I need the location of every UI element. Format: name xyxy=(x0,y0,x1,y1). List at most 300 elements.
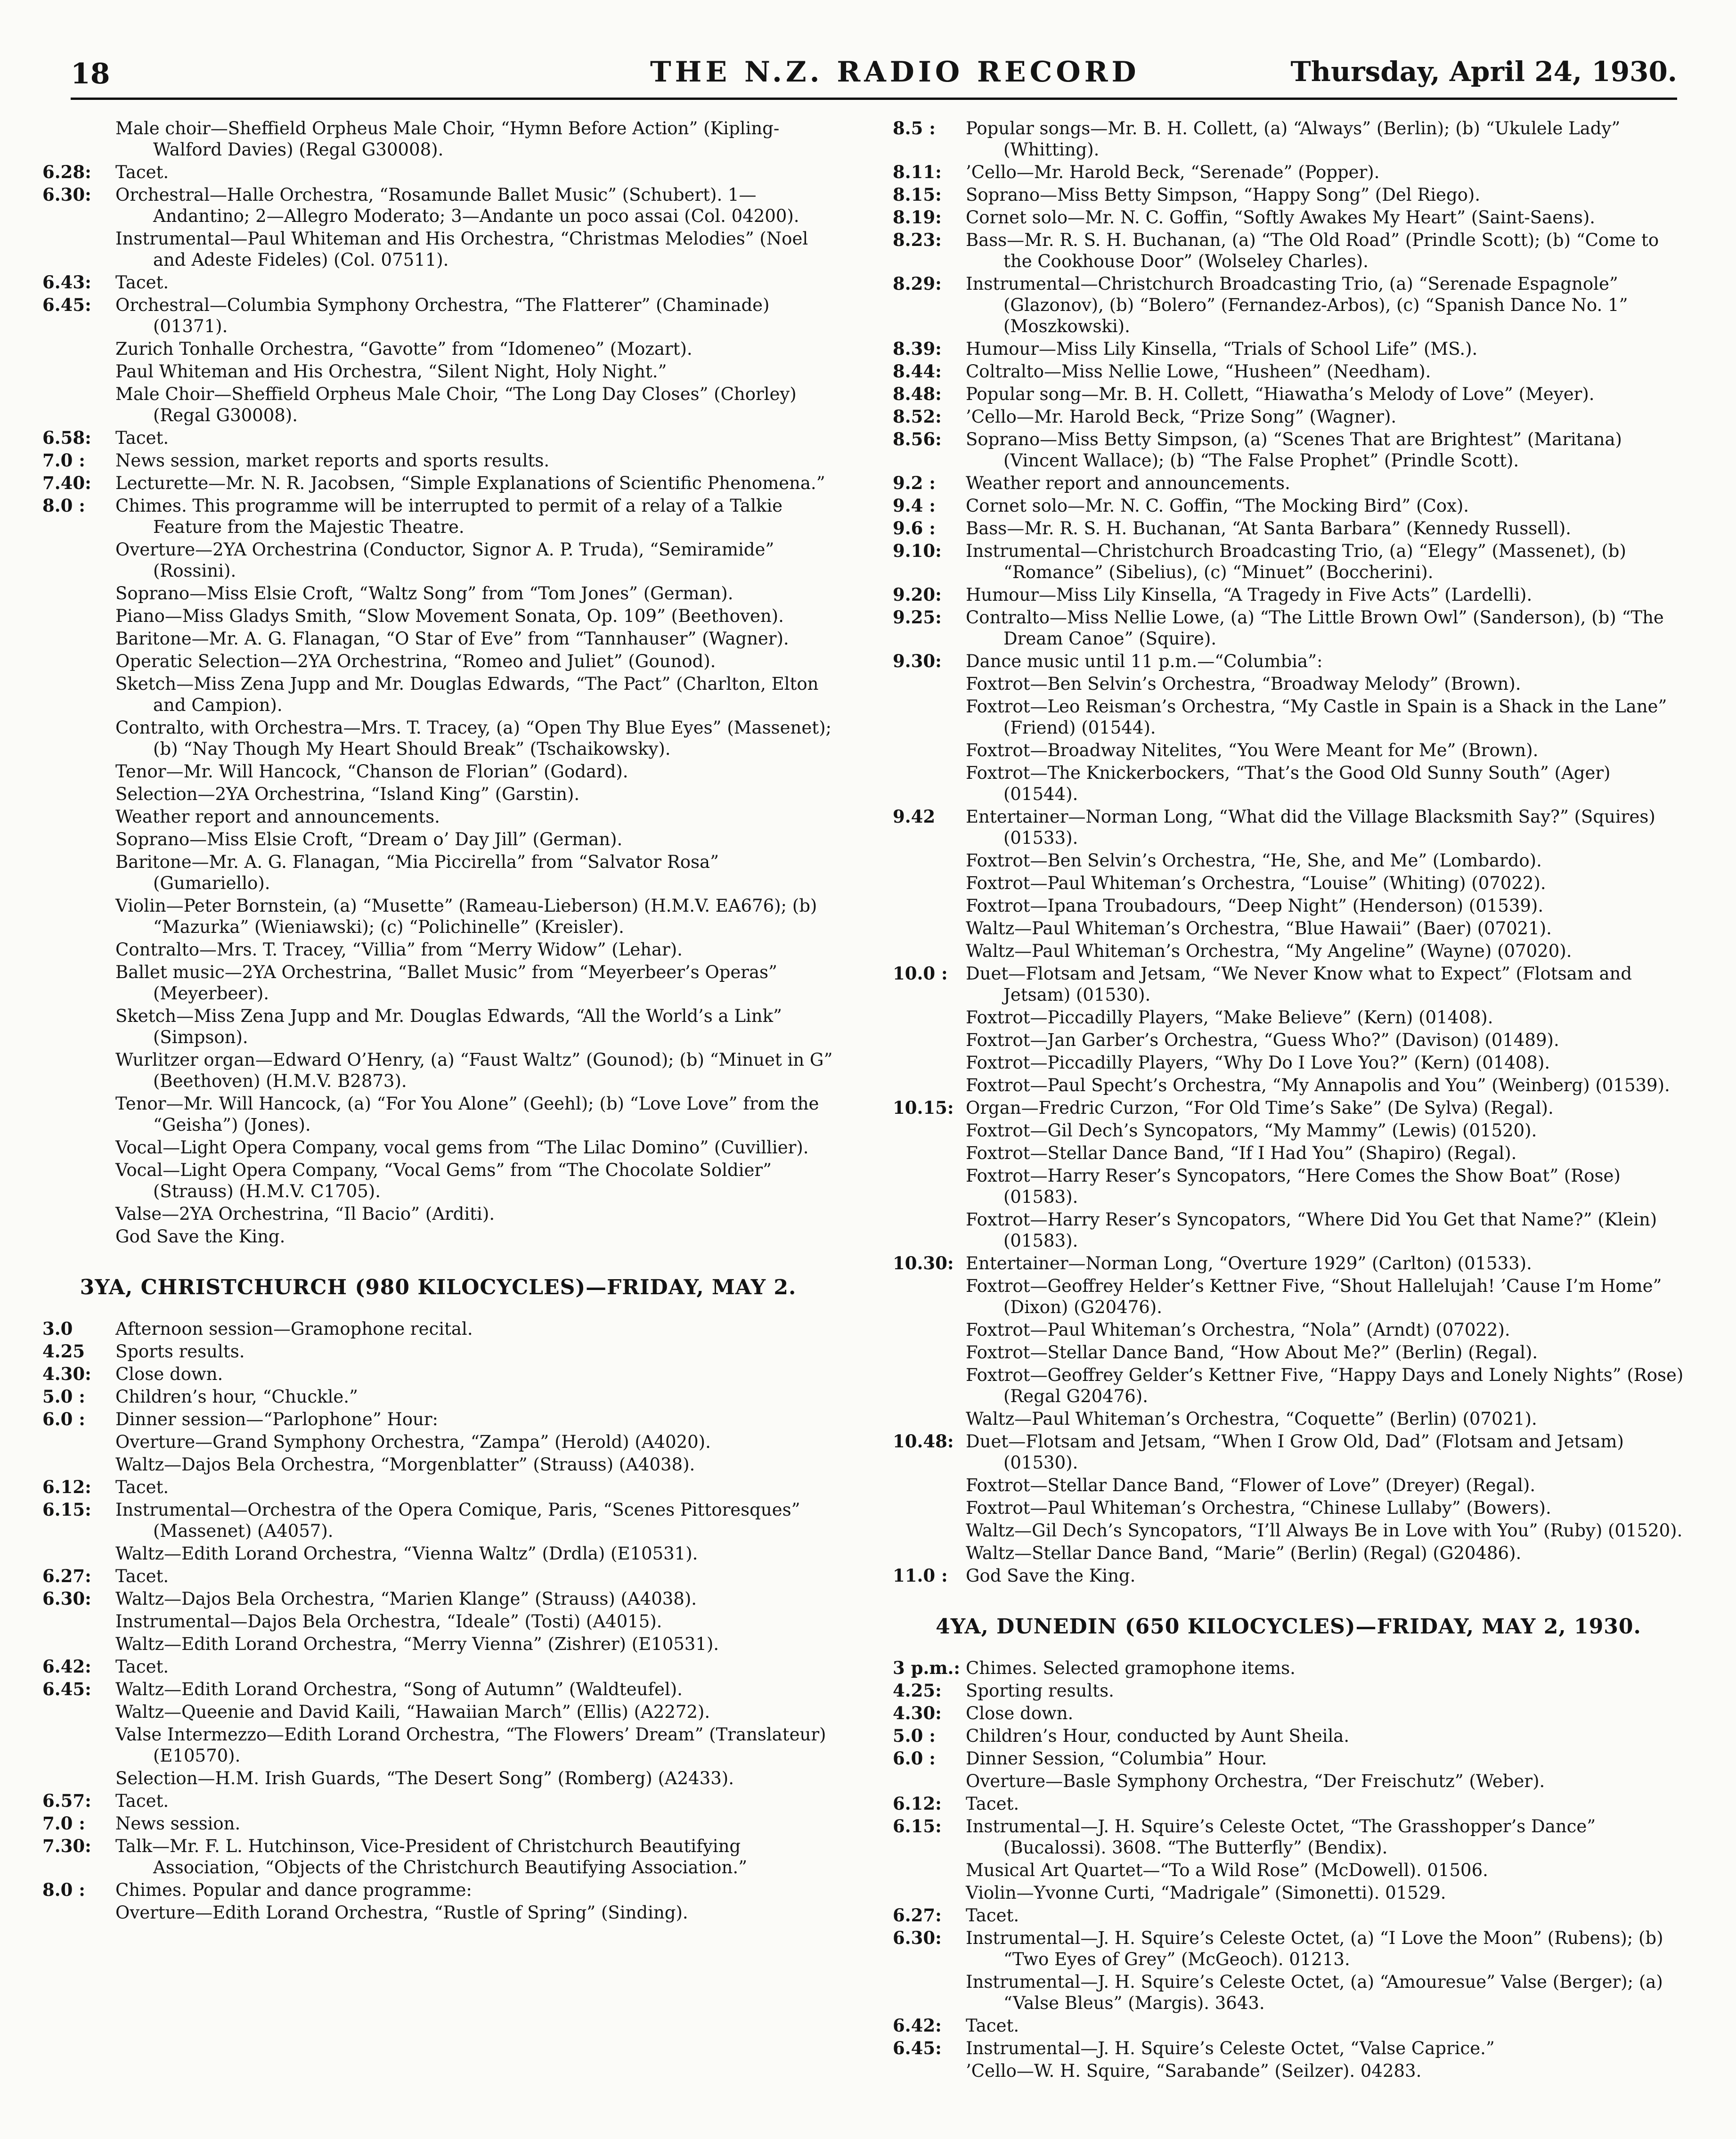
entry-text: Close down. xyxy=(966,1703,1074,1723)
entry-text: Violin—Peter Bornstein, (a) “Musette” (Rameau-Lieberson) (H.M.V. EA676); (b) “Mazurka” (Wieniawski); (c) “Polichinelle” (Kreisler). xyxy=(115,896,817,937)
entry-text: Valse—2YA Orchestrina, “Il Bacio” (Arditi). xyxy=(115,1204,495,1224)
entry-text: Contralto, with Orchestra—Mrs. T. Tracey, (a) “Open Thy Blue Eyes” (Massenet); (b) “Nay Though My Heart Should Break” (Tschaikowsky). xyxy=(115,718,831,759)
programme-entry xyxy=(42,761,834,782)
entry-text: Sketch—Miss Zena Jupp and Mr. Douglas Edwards, “The Pact” (Charlton, Elton and Campion). xyxy=(115,674,819,715)
entry-time: 9.30: xyxy=(893,651,942,671)
entry-text: Violin—Yvonne Curti, “Madrigale” (Simonetti). 01529. xyxy=(966,1883,1446,1903)
entry-time: 6.27: xyxy=(893,1905,942,1926)
entry-text: Musical Art Quartet—“To a Wild Rose” (McDowell). 01506. xyxy=(966,1860,1488,1880)
entry-text: Instrumental—J. H. Squire’s Celeste Octet, (a) “Amouresue” Valse (Berger); (a) “Valse Bleus” (Margis). 3643. xyxy=(966,1972,1663,2013)
entry-time: 8.11: xyxy=(893,162,942,182)
programme-entry xyxy=(42,338,834,359)
entry-time: 8.29: xyxy=(893,273,942,294)
programme-entry xyxy=(893,1882,1684,1903)
programme-entry xyxy=(893,1520,1684,1541)
entry-text: Foxtrot—Geoffrey Helder’s Kettner Five, “Shout Hallelujah! ’Cause I’m Home” (Dixon) (G20476). xyxy=(966,1276,1662,1317)
entry-text: Foxtrot—Stellar Dance Band, “Flower of Love” (Dreyer) (Regal). xyxy=(966,1475,1536,1495)
entry-text: Paul Whiteman and His Orchestra, “Silent Night, Holy Night.” xyxy=(115,361,667,382)
programme-entry xyxy=(42,784,834,805)
entry-text: Selection—2YA Orchestrina, “Island King” (Garstin). xyxy=(115,784,580,804)
entry-time: 9.4 : xyxy=(893,495,936,516)
entry-text: Afternoon session—Gramophone recital. xyxy=(115,1319,473,1339)
programme-entry xyxy=(893,1097,1684,1118)
entry-text: ’Cello—Mr. Harold Beck, “Serenade” (Popper). xyxy=(966,162,1380,182)
entry-time: 6.45: xyxy=(893,2038,942,2058)
entry-text: Instrumental—Christchurch Broadcasting Trio, (a) “Elegy” (Massenet), (b) “Romance” (Sibelius), (c) “Minuet” (Boccherini). xyxy=(966,541,1626,582)
entry-time: 5.0 : xyxy=(42,1386,85,1407)
entry-text: Cornet solo—Mr. N. C. Goffin, “Softly Awakes My Heart” (Saint-Saens). xyxy=(966,207,1596,228)
programme-entry xyxy=(42,1454,834,1475)
programme-entry xyxy=(893,1703,1684,1724)
entry-text: Waltz—Paul Whiteman’s Orchestra, “Blue Hawaii” (Baer) (07021). xyxy=(966,918,1552,939)
entry-text: Operatic Selection—2YA Orchestrina, “Romeo and Juliet” (Gounod). xyxy=(115,651,716,671)
programme-entry xyxy=(42,939,834,960)
programme-entry xyxy=(893,273,1684,337)
programme-entry xyxy=(893,1364,1684,1407)
programme-entry xyxy=(893,1565,1684,1586)
entry-text: Foxtrot—Gil Dech’s Syncopators, “My Mammy” (Lewis) (01520). xyxy=(966,1120,1537,1141)
programme-entry xyxy=(42,1386,834,1407)
entry-text: Male Choir—Sheffield Orpheus Male Choir, “The Long Day Closes” (Chorley) (Regal G30008). xyxy=(115,384,797,425)
entry-text: Tacet. xyxy=(115,162,169,182)
entry-text: Soprano—Miss Elsie Croft, “Waltz Song” from “Tom Jones” (German). xyxy=(115,583,734,604)
entry-text: Valse Intermezzo—Edith Lorand Orchestra, “The Flowers’ Dream” (Translateur) (E10570). xyxy=(115,1724,826,1766)
entry-text: Entertainer—Norman Long, “What did the Village Blacksmith Say?” (Squires) (01533). xyxy=(966,807,1655,848)
entry-text: Instrumental—J. H. Squire’s Celeste Octet, “Valse Caprice.” xyxy=(966,2038,1495,2058)
entry-text: Popular song—Mr. B. H. Collett, “Hiawatha’s Melody of Love” (Meyer). xyxy=(966,384,1595,404)
entry-text: Children’s hour, “Chuckle.” xyxy=(115,1387,358,1407)
entry-time: 6.58: xyxy=(42,427,91,448)
programme-entry xyxy=(42,651,834,672)
programme-entry xyxy=(893,540,1684,583)
entry-text: Talk—Mr. F. L. Hutchinson, Vice-President of Christchurch Beautifying Association, “Objects of the Christchurch Beautifying Association.” xyxy=(115,1836,747,1878)
entry-time: 6.30: xyxy=(42,1588,91,1609)
entry-text: Foxtrot—Broadway Nitelites, “You Were Meant for Me” (Brown). xyxy=(966,740,1539,760)
programme-entry xyxy=(42,1543,834,1564)
entry-text: Soprano—Miss Betty Simpson, “Happy Song” (Del Riego). xyxy=(966,185,1481,205)
entry-time: 10.0 : xyxy=(893,963,948,984)
programme-entry xyxy=(42,1159,834,1202)
entry-text: Duet—Flotsam and Jetsam, “We Never Know what to Expect” (Flotsam and Jetsam) (01530). xyxy=(966,963,1632,1005)
programme-entry xyxy=(42,1724,834,1766)
programme-entry xyxy=(42,184,834,227)
programme-entry xyxy=(893,1408,1684,1429)
entry-text: Waltz—Gil Dech’s Syncopators, “I’ll Always Be in Love with You” (Ruby) (01520). xyxy=(966,1520,1683,1541)
programme-entry xyxy=(893,1475,1684,1496)
entry-time: 6.0 : xyxy=(42,1409,85,1429)
entry-text: Instrumental—J. H. Squire’s Celeste Octet, “The Grasshopper’s Dance” (Bucalossi). 3608. “The Butterfly” (Bendix). xyxy=(966,1816,1596,1858)
entry-time: 9.42 xyxy=(893,806,936,827)
entry-text: Foxtrot—Paul Whiteman’s Orchestra, “Louise” (Whiting) (07022). xyxy=(966,873,1546,893)
programme-entry xyxy=(893,118,1684,160)
entry-text: Tenor—Mr. Will Hancock, “Chanson de Florian” (Godard). xyxy=(115,761,628,782)
entry-time: 4.30: xyxy=(893,1703,942,1723)
entry-time: 8.0 : xyxy=(42,495,85,516)
entry-time: 6.43: xyxy=(42,272,91,293)
programme-entry xyxy=(42,1611,834,1632)
programme-entry xyxy=(893,1029,1684,1051)
programme-2ya-continued xyxy=(42,118,834,1247)
programme-entry xyxy=(893,740,1684,761)
entry-text: Foxtrot—Stellar Dance Band, “If I Had You” (Shapiro) (Regal). xyxy=(966,1143,1517,1163)
programme-entry xyxy=(893,1816,1684,1858)
programme-entry xyxy=(893,873,1684,894)
entry-time: 6.45: xyxy=(42,294,91,315)
programme-entry xyxy=(893,1905,1684,1926)
entry-text: God Save the King. xyxy=(115,1226,285,1247)
programme-entry xyxy=(42,228,834,270)
programme-entry xyxy=(893,1165,1684,1208)
entry-text: Instrumental—J. H. Squire’s Celeste Octet, (a) “I Love the Moon” (Rubens); (b) “Two Eyes of Grey” (McGeoch). 01213. xyxy=(966,1928,1663,1969)
entry-text: Tacet. xyxy=(115,1791,169,1811)
entry-text: Baritone—Mr. A. G. Flanagan, “Mia Piccirella” from “Salvator Rosa” (Gumariello). xyxy=(115,852,719,893)
entry-text: Overture—2YA Orchestrina (Conductor, Signor A. P. Truda), “Semiramide” (Rossini). xyxy=(115,539,774,581)
entry-text: Foxtrot—Harry Reser’s Syncopators, “Here Comes the Show Boat” (Rose) (01583). xyxy=(966,1166,1621,1207)
programme-entry xyxy=(893,1007,1684,1028)
entry-time: 7.0 : xyxy=(42,450,85,471)
programme-entry xyxy=(42,361,834,382)
entry-time: 4.25 xyxy=(42,1341,85,1362)
entry-time: 8.39: xyxy=(893,338,942,359)
programme-entry xyxy=(893,1927,1684,1970)
programme-entry xyxy=(42,1701,834,1723)
entry-text: Chimes. Popular and dance programme: xyxy=(115,1880,472,1900)
programme-entry xyxy=(42,1341,834,1362)
entry-text: Bass—Mr. R. S. H. Buchanan, (a) “The Old Road” (Prindle Scott); (b) “Come to the Cookhouse Door” (Wolseley Charles). xyxy=(966,230,1659,271)
entry-text: Tacet. xyxy=(115,272,169,293)
entry-text: Orchestral—Columbia Symphony Orchestra, “The Flatterer” (Chaminade) (01371). xyxy=(115,295,770,336)
entry-text: Tacet. xyxy=(115,1657,169,1677)
entry-time: 3 p.m.: xyxy=(893,1657,961,1678)
entry-text: Tacet. xyxy=(115,1566,169,1586)
entry-text: Baritone—Mr. A. G. Flanagan, “O Star of Eve” from “Tannhauser” (Wagner). xyxy=(115,629,789,649)
programme-entry xyxy=(42,829,834,850)
programme-entry xyxy=(42,1093,834,1135)
entry-time: 3.0 xyxy=(42,1318,73,1339)
entry-text: Foxtrot—Harry Reser’s Syncopators, “Where Did You Get that Name?” (Klein) (01583). xyxy=(966,1209,1657,1251)
entry-time: 8.15: xyxy=(893,184,942,205)
entry-text: Sporting results. xyxy=(966,1681,1114,1701)
programme-entry xyxy=(893,963,1684,1005)
entry-text: Wurlitzer organ—Edward O’Henry, (a) “Faust Waltz” (Gounod); (b) “Minuet in G” (Beethoven) (H.M.V. B2873). xyxy=(115,1050,833,1091)
programme-3ya-continued xyxy=(893,118,1684,1586)
programme-entry xyxy=(42,1656,834,1677)
entry-time: 6.15: xyxy=(42,1499,91,1520)
programme-entry xyxy=(893,918,1684,939)
programme-entry xyxy=(893,762,1684,805)
entry-time: 11.0 : xyxy=(893,1565,948,1586)
entry-text: ’Cello—Mr. Harold Beck, “Prize Song” (Wagner). xyxy=(966,407,1397,427)
programme-entry xyxy=(893,1342,1684,1363)
entry-text: Tacet. xyxy=(966,2016,1019,2036)
programme-entry xyxy=(42,1049,834,1092)
programme-entry xyxy=(893,162,1684,183)
programme-entry xyxy=(42,1679,834,1700)
programme-entry xyxy=(893,2060,1684,2082)
programme-entry xyxy=(42,851,834,894)
entry-text: Waltz—Edith Lorand Orchestra, “Vienna Waltz” (Drdla) (E10531). xyxy=(115,1543,698,1564)
programme-entry xyxy=(893,1657,1684,1679)
entry-time: 6.57: xyxy=(42,1790,91,1811)
entry-text: Foxtrot—Ben Selvin’s Orchestra, “He, She, and Me” (Lombardo). xyxy=(966,850,1542,871)
entry-text: Bass—Mr. R. S. H. Buchanan, “At Santa Barbara” (Kennedy Russell). xyxy=(966,518,1572,539)
entry-text: Humour—Miss Lily Kinsella, “Trials of School Life” (MS.). xyxy=(966,339,1478,359)
entry-time: 5.0 : xyxy=(893,1725,936,1746)
programme-entry xyxy=(42,1318,834,1339)
entry-text: News session. xyxy=(115,1813,241,1834)
entry-text: Foxtrot—Piccadilly Players, “Make Believe” (Kern) (01408). xyxy=(966,1007,1493,1028)
programme-entry xyxy=(893,1543,1684,1564)
programme-entry xyxy=(42,1005,834,1048)
entry-text: Duet—Flotsam and Jetsam, “When I Grow Old, Dad” (Flotsam and Jetsam) (01530). xyxy=(966,1431,1624,1473)
entry-time: 9.10: xyxy=(893,540,942,561)
programme-entry xyxy=(893,1431,1684,1473)
entry-text: Lecturette—Mr. N. R. Jacobsen, “Simple Explanations of Scientific Phenomena.” xyxy=(115,473,825,493)
programme-entry xyxy=(42,473,834,494)
programme-entry xyxy=(893,1275,1684,1318)
programme-entry xyxy=(893,1253,1684,1274)
programme-3ya xyxy=(42,1318,834,1923)
entry-time: 7.40: xyxy=(42,473,91,493)
entry-text: Tenor—Mr. Will Hancock, (a) “For You Alone” (Geehl); (b) “Love Love” from the “Geisha”) (Jones). xyxy=(115,1094,819,1135)
entry-time: 6.27: xyxy=(42,1566,91,1586)
entry-text: Cornet solo—Mr. N. C. Goffin, “The Mocking Bird” (Cox). xyxy=(966,496,1469,516)
programme-entry xyxy=(893,806,1684,849)
entry-text: Foxtrot—The Knickerbockers, “That’s the Good Old Sunny South” (Ager) (01544). xyxy=(966,763,1611,804)
programme-entry xyxy=(893,406,1684,427)
programme-entry xyxy=(42,583,834,604)
entry-time: 8.0 : xyxy=(42,1879,85,1900)
entry-text: Children’s Hour, conducted by Aunt Sheila. xyxy=(966,1726,1350,1746)
entry-text: Dance music until 11 p.m.—“Columbia”: xyxy=(966,651,1323,671)
entry-text: Waltz—Dajos Bela Orchestra, “Morgenblatter” (Strauss) (A4038). xyxy=(115,1454,695,1475)
entry-text: Waltz—Queenie and David Kaili, “Hawaiian March” (Ellis) (A2272). xyxy=(115,1702,710,1722)
entry-text: Foxtrot—Paul Whiteman’s Orchestra, “Nola” (Arndt) (07022). xyxy=(966,1320,1510,1340)
entry-text: Organ—Fredric Curzon, “For Old Time’s Sake” (De Sylva) (Regal). xyxy=(966,1098,1554,1118)
entry-text: Waltz—Paul Whiteman’s Orchestra, “My Angeline” (Wayne) (07020). xyxy=(966,941,1572,961)
entry-text: Instrumental—Orchestra of the Opera Comique, Paris, “Scenes Pittoresques” (Massenet) (A4057). xyxy=(115,1500,800,1541)
programme-entry xyxy=(893,473,1684,494)
programme-entry xyxy=(42,1790,834,1812)
programme-entry xyxy=(42,1409,834,1430)
section-heading-3ya: 3YA, CHRISTCHURCH (980 KILOCYCLES)—FRIDAY, MAY 2. xyxy=(80,1275,797,1299)
entry-text: Instrumental—Dajos Bela Orchestra, “Ideale” (Tosti) (A4015). xyxy=(115,1611,662,1632)
programme-entry xyxy=(893,361,1684,382)
entry-time: 6.42: xyxy=(42,1656,91,1677)
programme-entry xyxy=(42,1226,834,1247)
entry-time: 8.52: xyxy=(893,406,942,427)
programme-entry xyxy=(42,806,834,827)
entry-text: Foxtrot—Piccadilly Players, “Why Do I Love You?” (Kern) (01408). xyxy=(966,1053,1550,1073)
entry-text: Foxtrot—Paul Specht’s Orchestra, “My Annapolis and You” (Weinberg) (01539). xyxy=(966,1075,1670,1095)
programme-entry xyxy=(893,2015,1684,2036)
programme-entry xyxy=(42,118,834,160)
entry-time: 6.15: xyxy=(893,1816,942,1837)
programme-entry xyxy=(893,1771,1684,1792)
entry-text: Instrumental—Christchurch Broadcasting Trio, (a) “Serenade Espagnole” (Glazonov), (b) “Bolero” (Fernandez-Arbos), (c) “Spanish Dance No. 1” (Moszkowski). xyxy=(966,274,1628,336)
programme-entry xyxy=(42,1813,834,1834)
entry-text: Vocal—Light Opera Company, vocal gems from “The Lilac Domino” (Cuvillier). xyxy=(115,1137,809,1158)
programme-entry xyxy=(893,1680,1684,1701)
programme-entry xyxy=(893,518,1684,539)
entry-text: Chimes. This programme will be interrupted to permit of a relay of a Talkie Feature from the Majestic Theatre. xyxy=(115,496,783,537)
programme-entry xyxy=(42,1431,834,1453)
programme-entry xyxy=(893,940,1684,962)
programme-entry xyxy=(893,673,1684,694)
entry-text: Overture—Grand Symphony Orchestra, “Zampa” (Herold) (A4020). xyxy=(115,1432,711,1452)
programme-entry xyxy=(42,1768,834,1789)
entry-time: 7.0 : xyxy=(42,1813,85,1834)
programme-entry xyxy=(42,673,834,716)
entry-text: Foxtrot—Ben Selvin’s Orchestra, “Broadway Melody” (Brown). xyxy=(966,674,1521,694)
programme-entry xyxy=(893,1143,1684,1164)
entry-time: 7.30: xyxy=(42,1836,91,1856)
page-header xyxy=(71,53,1677,100)
programme-entry xyxy=(893,229,1684,272)
entry-text: Waltz—Stellar Dance Band, “Marie” (Berlin) (Regal) (G20486). xyxy=(966,1543,1522,1563)
entry-time: 9.6 : xyxy=(893,518,936,539)
entry-time: 6.12: xyxy=(42,1477,91,1497)
programme-entry xyxy=(893,384,1684,405)
programme-entry xyxy=(42,427,834,449)
entry-text: Male choir—Sheffield Orpheus Male Choir, “Hymn Before Action” (Kipling-Walford Davies) (Regal G30008). xyxy=(115,118,780,160)
entry-text: Weather report and announcements. xyxy=(115,807,440,827)
programme-entry xyxy=(42,1499,834,1542)
entry-text: Chimes. Selected gramophone items. xyxy=(966,1658,1296,1678)
programme-entry xyxy=(893,184,1684,205)
entry-text: Tacet. xyxy=(966,1794,1019,1814)
entry-time: 9.2 : xyxy=(893,473,936,493)
programme-entry xyxy=(42,1566,834,1587)
entry-text: Close down. xyxy=(115,1364,223,1384)
entry-time: 10.15: xyxy=(893,1097,954,1118)
entry-text: Tacet. xyxy=(966,1905,1019,1926)
entry-time: 4.25: xyxy=(893,1680,942,1701)
entry-time: 8.44: xyxy=(893,361,942,382)
entry-time: 6.45: xyxy=(42,1679,91,1699)
programme-entry xyxy=(893,429,1684,471)
entry-text: Coltralto—Miss Nellie Lowe, “Husheen” (Needham). xyxy=(966,361,1431,382)
programme-entry xyxy=(893,207,1684,228)
programme-entry xyxy=(42,162,834,183)
issue-date: Thursday, April 24, 1930. xyxy=(1290,56,1677,88)
programme-entry xyxy=(893,1319,1684,1340)
programme-entry xyxy=(42,1363,834,1385)
entry-time: 6.28: xyxy=(42,162,91,182)
page-number: 18 xyxy=(71,57,110,90)
programme-entry xyxy=(893,338,1684,359)
entry-text: Foxtrot—Geoffrey Gelder’s Kettner Five, “Happy Days and Lonely Nights” (Rose) (Regal G20476). xyxy=(966,1365,1684,1406)
entry-text: ’Cello—W. H. Squire, “Sarabande” (Seilzer). 04283. xyxy=(966,2061,1422,2081)
entry-text: Soprano—Miss Betty Simpson, (a) “Scenes That are Brightest” (Maritana) (Vincent Wallace); (b) “The False Prophet” (Prindle Scott). xyxy=(966,429,1622,471)
entry-text: God Save the King. xyxy=(966,1566,1136,1586)
entry-time: 6.30: xyxy=(893,1927,942,1948)
programme-entry xyxy=(42,1588,834,1609)
entry-text: Waltz—Paul Whiteman’s Orchestra, “Coquette” (Berlin) (07021). xyxy=(966,1409,1537,1429)
entry-text: Contralto—Miss Nellie Lowe, (a) “The Little Brown Owl” (Sanderson), (b) “The Dream Canoe” (Squire). xyxy=(966,607,1664,649)
programme-entry xyxy=(42,495,834,538)
programme-entry xyxy=(42,717,834,759)
programme-entry xyxy=(893,1120,1684,1141)
entry-text: Foxtrot—Ipana Troubadours, “Deep Night” (Henderson) (01539). xyxy=(966,896,1544,916)
programme-entry xyxy=(42,272,834,293)
entry-text: Foxtrot—Leo Reisman’s Orchestra, “My Castle in Spain is a Shack in the Lane” (Friend) (01544). xyxy=(966,696,1667,738)
programme-entry xyxy=(42,1633,834,1655)
programme-entry xyxy=(42,1137,834,1158)
entry-time: 10.30: xyxy=(893,1253,954,1274)
entry-text: News session, market reports and sports results. xyxy=(115,450,550,471)
programme-entry xyxy=(42,539,834,581)
entry-text: Waltz—Edith Lorand Orchestra, “Merry Vienna” (Zishrer) (E10531). xyxy=(115,1634,719,1654)
programme-entry xyxy=(893,1209,1684,1251)
entry-text: Tacet. xyxy=(115,428,169,448)
entry-text: Piano—Miss Gladys Smith, “Slow Movement Sonata, Op. 109” (Beethoven). xyxy=(115,606,784,626)
programme-entry xyxy=(893,1497,1684,1519)
entry-text: Popular songs—Mr. B. H. Collett, (a) “Always” (Berlin); (b) “Ukulele Lady” (Whitting). xyxy=(966,118,1621,160)
entry-text: Soprano—Miss Elsie Croft, “Dream o’ Day Jill” (German). xyxy=(115,829,623,849)
programme-entry xyxy=(893,1748,1684,1769)
programme-entry xyxy=(42,1902,834,1923)
entry-text: Dinner session—“Parlophone” Hour: xyxy=(115,1409,439,1429)
programme-entry xyxy=(42,962,834,1004)
programme-entry xyxy=(893,696,1684,738)
programme-entry xyxy=(893,895,1684,916)
entry-time: 6.42: xyxy=(893,2015,942,2036)
entry-text: Overture—Basle Symphony Orchestra, “Der Freischutz” (Weber). xyxy=(966,1771,1545,1791)
programme-entry xyxy=(893,1075,1684,1096)
entry-text: Selection—H.M. Irish Guards, “The Desert Song” (Romberg) (A2433). xyxy=(115,1768,734,1788)
entry-time: 6.12: xyxy=(893,1793,942,1814)
entry-text: Contralto—Mrs. T. Tracey, “Villia” from “Merry Widow” (Lehar). xyxy=(115,939,683,960)
entry-text: Foxtrot—Stellar Dance Band, “How About Me?” (Berlin) (Regal). xyxy=(966,1342,1538,1363)
entry-text: Orchestral—Halle Orchestra, “Rosamunde Ballet Music” (Schubert). 1—Andantino; 2—Allegro Moderato; 3—Andante un poco assai (Col. 04200). xyxy=(115,185,799,226)
entry-time: 9.25: xyxy=(893,607,942,628)
section-heading-4ya: 4YA, DUNEDIN (650 KILOCYCLES)—FRIDAY, MAY 2, 1930. xyxy=(936,1615,1641,1639)
entry-text: Instrumental—Paul Whiteman and His Orchestra, “Christmas Melodies” (Noel and Adeste Fideles) (Col. 07511). xyxy=(115,229,808,270)
programme-entry xyxy=(42,384,834,426)
programme-entry xyxy=(42,895,834,938)
entry-text: Weather report and announcements. xyxy=(966,473,1290,493)
entry-time: 4.30: xyxy=(42,1363,91,1384)
programme-entry xyxy=(42,605,834,627)
programme-entry xyxy=(893,1725,1684,1747)
programme-entry xyxy=(893,1860,1684,1881)
entry-time: 6.0 : xyxy=(893,1748,936,1769)
entry-text: Dinner Session, “Columbia” Hour. xyxy=(966,1748,1267,1769)
right-column xyxy=(893,118,1684,2083)
programme-entry xyxy=(42,1879,834,1901)
entry-text: Foxtrot—Paul Whiteman’s Orchestra, “Chinese Lullaby” (Bowers). xyxy=(966,1498,1551,1518)
entry-time: 9.20: xyxy=(893,584,942,605)
entry-text: Humour—Miss Lily Kinsella, “A Tragedy in Five Acts” (Lardelli). xyxy=(966,585,1532,605)
programme-entry xyxy=(42,294,834,337)
programme-4ya xyxy=(893,1657,1684,2082)
programme-entry xyxy=(42,1477,834,1498)
programme-entry xyxy=(893,1052,1684,1073)
programme-entry xyxy=(42,1836,834,1878)
entry-text: Waltz—Dajos Bela Orchestra, “Marien Klange” (Strauss) (A4038). xyxy=(115,1589,697,1609)
entry-text: Foxtrot—Jan Garber’s Orchestra, “Guess Who?” (Davison) (01489). xyxy=(966,1030,1559,1050)
entry-time: 6.30: xyxy=(42,184,91,205)
publication-title: THE N.Z. RADIO RECORD xyxy=(650,56,1140,89)
entry-text: Sports results. xyxy=(115,1341,245,1362)
programme-entry xyxy=(893,495,1684,516)
entry-time: 8.5 : xyxy=(893,118,936,139)
programme-entry xyxy=(893,607,1684,649)
entry-text: Sketch—Miss Zena Jupp and Mr. Douglas Edwards, “All the World’s a Link” (Simpson). xyxy=(115,1006,782,1047)
entry-text: Overture—Edith Lorand Orchestra, “Rustle of Spring” (Sinding). xyxy=(115,1902,688,1923)
entry-time: 8.56: xyxy=(893,429,942,449)
